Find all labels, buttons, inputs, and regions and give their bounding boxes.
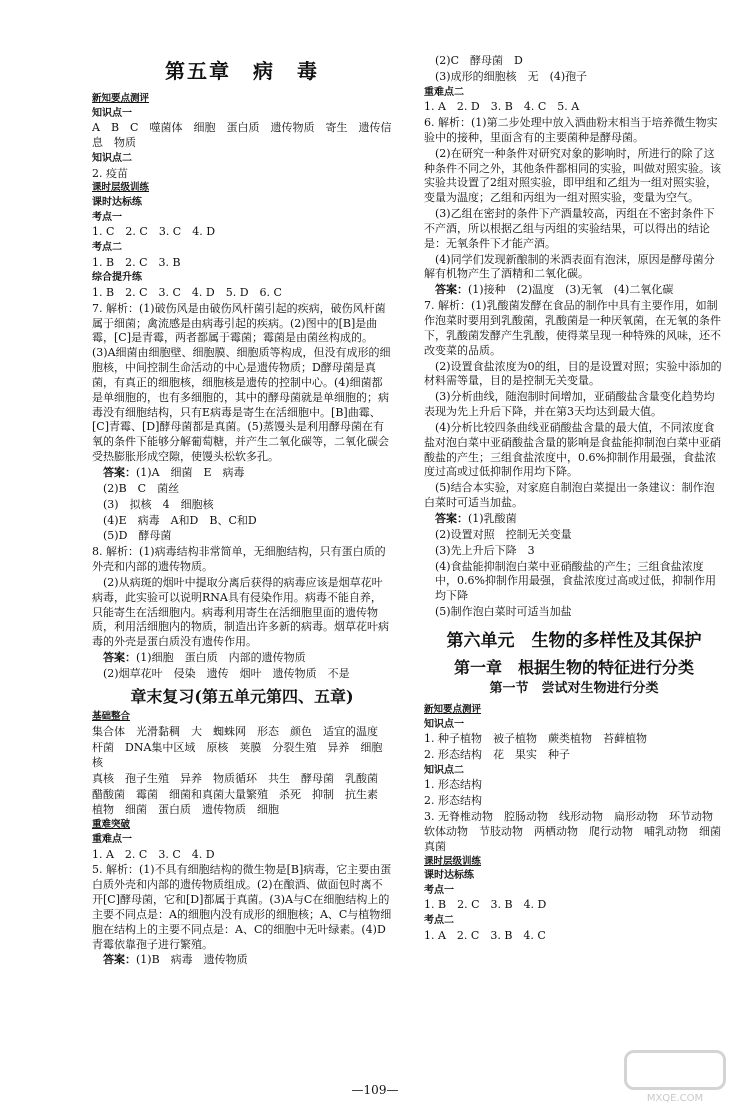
answer-line: (3)成形的细胞核 无 (4)孢子 xyxy=(435,69,588,83)
knowledge-heading: 知识点一 xyxy=(424,718,464,730)
explanation-text: 7. 解析：(1)乳酸菌发酵在食品的制作中具有主要作用，如制作泡菜时要用到乳酸菌，乳酸菌是一种厌氧菌，在无氧的条件下，乳酸菌发酵产生乳酸，使得菜呈现一种特殊的风味，还不改变菜的品质。 xyxy=(424,299,721,357)
knowledge-heading: 知识点一 xyxy=(92,107,132,119)
explanation-text: (2)从病斑的烟叶中提取分离后获得的病毒应该是烟草花叶病毒，此实验可以说明RNA具有侵染作用。病毒不能自养，只能寄生在活细胞内。病毒利用寄生在活细胞里面的遗传物质，利用活细胞内的物质，制造出许多新的病毒。烟草花叶病毒的外壳是蛋白质没有遗传作用。 xyxy=(92,575,389,649)
answer-line: (1)B 病毒 遗传物质 xyxy=(136,953,248,967)
review-title: 章末复习(第五单元第四、五章) xyxy=(130,686,354,706)
answer-line: (2)设置对照 控制无关变量 xyxy=(435,527,572,541)
answer-line: (1)接种 (2)温度 (3)无氧 (4)二氧化碳 xyxy=(468,283,674,297)
difficulty-heading: 重难点一 xyxy=(92,834,132,846)
difficulty-heading: 重难点二 xyxy=(424,86,464,98)
answer-line: 2. 形态结构 xyxy=(424,794,482,808)
answer-line: 1. A 2. D 3. B 4. C 5. A xyxy=(424,100,580,114)
explanation-text: (3)乙组在密封的条件下产酒量较高，丙组在不密封条件下不产酒，所以根据乙组与丙组的实验结果，可以得出的结论是：无氧条件下才能产酒。 xyxy=(424,207,715,250)
section-label: 基础整合 xyxy=(92,711,131,723)
answer-line: (5)制作泡白菜时可适当加盐 xyxy=(435,605,572,619)
chapter-title: 第五章 病 毒 xyxy=(165,59,319,83)
section-title: 第一节 尝试对生物进行分类 xyxy=(489,681,659,697)
answer-line: 1. C 2. C 3. C 4. D xyxy=(92,225,216,239)
answer-line: 1. B 2. C 3. B xyxy=(92,255,181,269)
answer-line: 1. 形态结构 xyxy=(424,778,482,792)
answer-line: (2)B C 菌丝 xyxy=(103,481,180,495)
answer-line: 集合体 光滑黏稠 大 蜘蛛网 形态 颜色 适宜的温度 xyxy=(92,725,378,739)
explanation-text: (4)分析比较四条曲线亚硝酸盐含量的最大值，不同浓度食盐对泡白菜中亚硝酸盐含量的影响是食盐能抑制泡白菜中亚硝酸盐的产生；三组食盐浓度中，0.6%抑制作用最强，食盐浓度过高或过低抑制作用均下降。 xyxy=(424,420,721,479)
section-label: 课时层级训练 xyxy=(92,182,150,194)
answer-label: 答案： xyxy=(435,283,468,297)
exam-point-heading: 考点一 xyxy=(92,211,122,223)
section-label: 课时层级训练 xyxy=(424,855,482,867)
answer-line: 1. B 2. C 3. B 4. D xyxy=(424,898,547,912)
explanation-text: (2)设置食盐浓度为0的组，目的是设置对照；实验中添加的材料需等量，目的是控制无关变量。 xyxy=(424,359,722,388)
exam-point-heading: 考点二 xyxy=(92,242,122,253)
unit-title: 第六单元 生物的多样性及其保护 xyxy=(446,630,702,651)
watermark-text: MXQE.COM xyxy=(646,1093,704,1104)
explanation-text: (3)分析曲线，随泡制时间增加，亚硝酸盐含量变化趋势均表现为先上升后下降，并在第3天均达到最大值。 xyxy=(424,390,715,419)
answer-line: (1)细胞 蛋白质 内部的遗传物质 xyxy=(136,651,306,665)
explanation-text: (5)结合本实验，对家庭自制泡白菜提出一条建议：制作泡白菜时可适当加盐。 xyxy=(424,481,715,510)
answer-line: 真核 孢子生殖 异养 物质循环 共生 酵母菌 乳酸菌 xyxy=(92,771,378,785)
exam-point-heading: 考点二 xyxy=(424,915,454,927)
explanation-text: 8. 解析：(1)病毒结构非常简单，无细胞结构，只有蛋白质的外壳和内部的遗传物质。 xyxy=(92,545,386,574)
answer-label: 答案： xyxy=(435,511,468,525)
answer-line: 1. A 2. C 3. B 4. C xyxy=(424,928,546,942)
answer-label: 答案： xyxy=(103,465,136,479)
answer-line: (1)A 细菌 E 病毒 xyxy=(136,465,245,479)
answer-label: 答案： xyxy=(103,651,136,665)
answer-line: (4)食盐能抑制泡白菜中亚硝酸盐的产生；三组食盐浓度中，0.6%抑制作用最强，食盐浓度过高或过低，抑制作用均下降 xyxy=(435,559,716,603)
answer-line: 醋酸菌 霉菌 细菌和真菌大量繁殖 杀死 抑制 抗生素 xyxy=(92,787,378,801)
watermark-logo-icon xyxy=(624,1050,726,1090)
answer-line: 杆菌 DNA集中区域 原核 荚膜 分裂生殖 异养 细胞核 xyxy=(92,741,383,769)
answer-line: (3)先上升后下降 3 xyxy=(435,543,535,557)
explanation-text: 7. 解析：(1)破伤风是由破伤风杆菌引起的疾病，破伤风杆菌属于细菌；禽流感是由病毒引起的疾病。(2)图中的[B]是曲霉，[C]是青霉，两者都属于霉菌；霉菌是由菌丝构成的。(3)A细菌由细胞壁、细胞膜、细胞质等构成，但没有成形的细胞核，中间控制生命活动的中心是遗传物质；D酵母菌是真菌，有真正的细胞核，细胞核是遗传的控制中心。(4)细菌都是单细胞的，也有多细胞的，其中的酵母菌就是单细胞的；病毒没有细胞结构，只有E病毒是寄生在活细胞中。[B]曲霉、[C]青霉、[D]酵母菌都是真菌。(5)蒸馒头是利用酵母菌在有氧的条件下能够分解葡萄糖，并产生二氧化碳等，二氧化碳会受热膨胀形成空隙，使馒头松软多孔。 xyxy=(92,301,391,464)
explanation-text: (4)同学们发现新酿制的米酒表面有泡沫，原因是酵母菌分解有机物产生了酒精和二氧化碳。 xyxy=(424,252,715,281)
explanation-text: 5. 解析：(1)不具有细胞结构的微生物是[B]病毒，它主要由蛋白质外壳和内部的遗传物质组成。(2)在酿酒、做面包时离不开[C]酵母菌，它和[D]都属于真菌。(3)A与C在细胞结构上的主要不同点是：A的细胞内没有成形的细胞核；A、C与植物细胞在结构上的主要不同点是：A、C的细胞中无叶绿素。(4)D青霉依靠孢子进行繁殖。 xyxy=(92,863,392,951)
subsection-label: 综合提升练 xyxy=(92,272,142,284)
answer-line: (5)D 酵母菌 xyxy=(103,529,172,543)
answer-line: (4)E 病毒 A和D B、C和D xyxy=(103,513,257,527)
answer-line: (2)烟草花叶 侵染 遗传 烟叶 遗传物质 不是 xyxy=(103,666,350,680)
exam-point-heading: 考点一 xyxy=(424,884,454,896)
subsection-label: 课时达标练 xyxy=(424,870,474,882)
section-label: 重难突破 xyxy=(92,819,131,831)
section-label: 新知要点测评 xyxy=(92,93,150,104)
explanation-text: 6. 解析：(1)第二步处理中放入酒曲粉末相当于培养微生物实验中的接种，里面含有的主要菌种是酵母菌。 xyxy=(424,116,718,144)
watermark xyxy=(610,1050,740,1110)
left-column xyxy=(92,54,392,969)
answer-line: (3) 拟核 4 细胞核 xyxy=(103,497,214,511)
knowledge-heading: 知识点二 xyxy=(424,764,464,776)
knowledge-heading: 知识点二 xyxy=(92,153,132,164)
page-number: —109— xyxy=(351,1083,399,1097)
answer-line: (2)C 酵母菌 D xyxy=(435,54,523,67)
right-column xyxy=(424,54,732,945)
answer-line: 2. 形态结构 花 果实 种子 xyxy=(424,748,570,762)
chapter-title: 第一章 根据生物的特征进行分类 xyxy=(453,657,694,677)
explanation-text: (2)在研究一种条件对研究对象的影响时，所进行的除了这种条件不同之外，其他条件都相同的实验，叫做对照实验。该实验共设置了2组对照实验，即甲组和乙组为一组对照实验，变量为温度；乙组和丙组为一组对照实验，变量为空气。 xyxy=(424,146,721,205)
answer-line: A B C 噬菌体 细胞 蛋白质 遗传物质 寄生 遗传信息 物质 xyxy=(92,121,392,150)
answer-label: 答案： xyxy=(103,953,136,967)
subsection-label: 课时达标练 xyxy=(92,197,142,209)
answer-line: 1. B 2. C 3. C 4. D 5. D 6. C xyxy=(92,285,282,299)
answer-line: (1)乳酸菌 xyxy=(468,511,517,525)
answer-line: 1. A 2. C 3. C 4. D xyxy=(92,847,215,861)
answer-line: 1. 种子植物 被子植物 蕨类植物 苔藓植物 xyxy=(424,732,647,746)
answer-line: 2. 疫苗 xyxy=(92,166,128,180)
answer-line: 3. 无脊椎动物 腔肠动物 线形动物 扁形动物 环节动物 软体动物 节肢动物 两栖动物 爬行动物 哺乳动物 细菌 真菌 xyxy=(424,810,732,853)
section-label: 新知要点测评 xyxy=(424,703,482,715)
answer-line: 植物 细菌 蛋白质 遗传物质 细胞 xyxy=(92,803,279,817)
